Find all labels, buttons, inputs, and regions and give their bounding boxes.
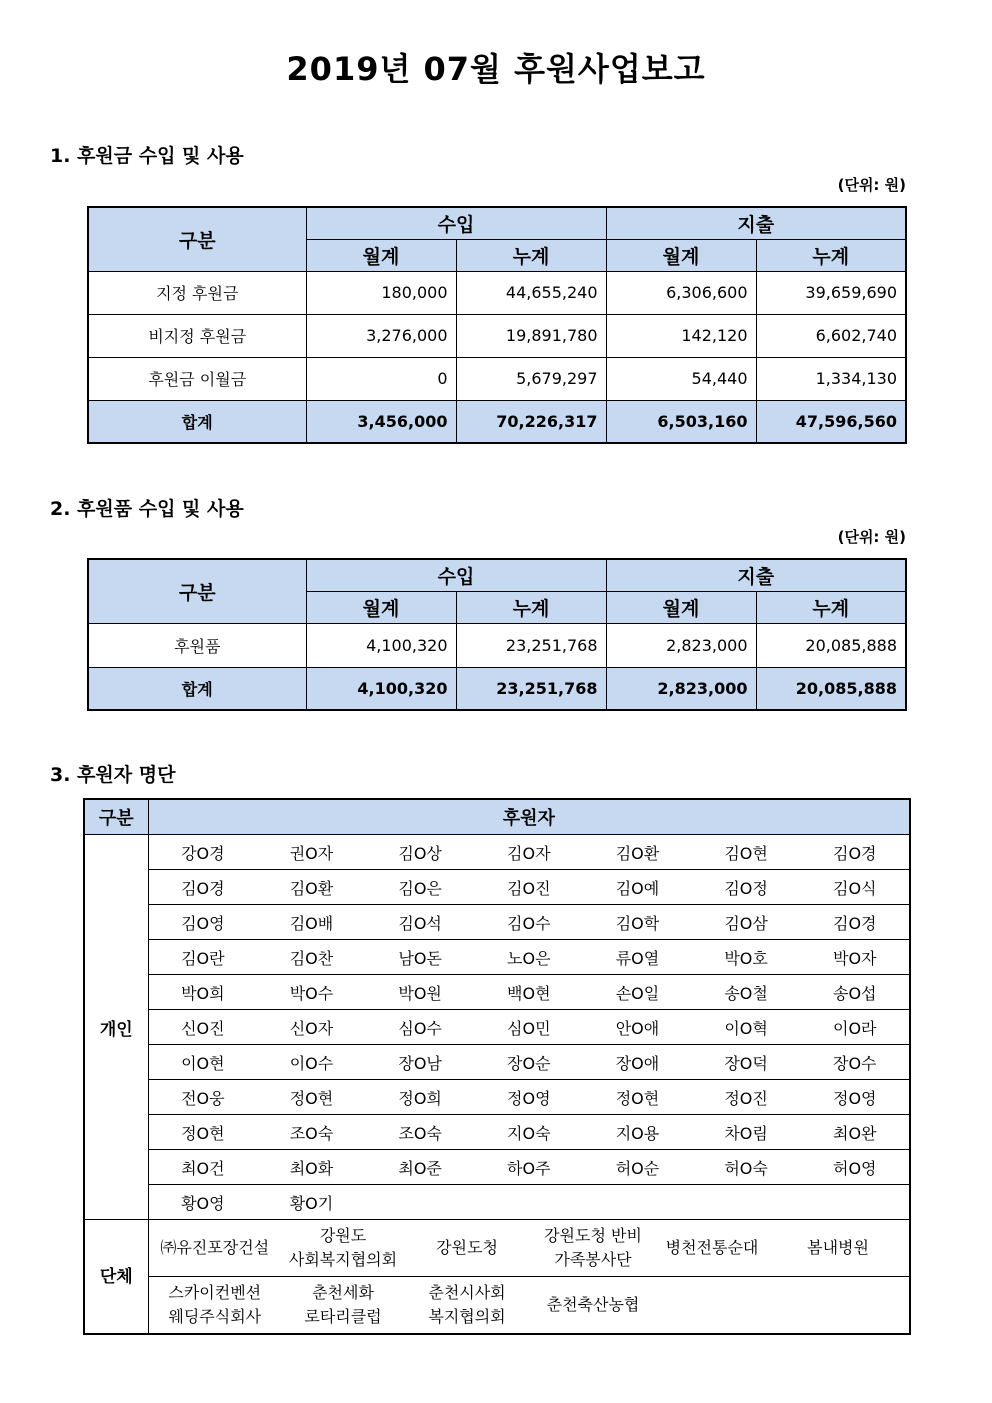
table-row bbox=[88, 357, 906, 400]
group-donor-name-line: 춘천세화 bbox=[312, 1283, 374, 1302]
donor-name: 송O섭 bbox=[833, 983, 877, 1003]
group-donor-name-line: 춘천축산농협 bbox=[546, 1295, 640, 1314]
donor-name: 김O삼 bbox=[724, 913, 768, 933]
donor-name: 김O은 bbox=[398, 878, 442, 898]
donor-name: 장O순 bbox=[507, 1053, 551, 1073]
table-row bbox=[88, 271, 906, 314]
header-expense-monthly: 월계 bbox=[606, 591, 756, 623]
row-label: 비지정 후원금 bbox=[88, 314, 306, 357]
cell-value: 39,659,690 bbox=[756, 271, 906, 314]
donor-name: 김O석 bbox=[398, 913, 442, 933]
donor-name: 전O웅 bbox=[181, 1088, 225, 1108]
donor-name: 박O희 bbox=[181, 983, 225, 1003]
individual-row bbox=[84, 1045, 910, 1080]
donor-name: 최O완 bbox=[833, 1123, 877, 1143]
header-category: 구분 bbox=[88, 559, 306, 623]
donor-name: 이O라 bbox=[833, 1018, 877, 1038]
individual-row bbox=[84, 870, 910, 905]
total-row bbox=[88, 667, 906, 710]
group-donor-name bbox=[529, 1277, 657, 1335]
donor-name: 정O현 bbox=[289, 1088, 334, 1108]
header-expense-monthly: 월계 bbox=[606, 239, 756, 271]
donor-name: 류O열 bbox=[615, 948, 660, 968]
total-value: 47,596,560 bbox=[756, 400, 906, 443]
individual-row bbox=[84, 975, 910, 1010]
group-donor-name-line: 강원도청 bbox=[436, 1238, 498, 1257]
donor-name: 정O희 bbox=[398, 1088, 442, 1108]
group-category-label: 단체 bbox=[84, 1220, 148, 1335]
group-donor-name-line: 강원도청 반비 bbox=[544, 1226, 642, 1245]
donor-name: 김O배 bbox=[289, 913, 334, 933]
donor-name: 강O경 bbox=[181, 843, 225, 863]
donor-name: 안O애 bbox=[615, 1018, 660, 1038]
donor-name: 최O건 bbox=[181, 1158, 225, 1178]
individual-row bbox=[84, 1115, 910, 1150]
cell-value: 44,655,240 bbox=[456, 271, 606, 314]
donor-name: 박O자 bbox=[833, 948, 877, 968]
donor-name: 박O원 bbox=[398, 983, 442, 1003]
donor-name: 백O현 bbox=[507, 983, 551, 1003]
total-value: 3,456,000 bbox=[306, 400, 456, 443]
donor-name: 정O진 bbox=[724, 1088, 768, 1108]
section2-heading: 2. 후원품 수입 및 사용 bbox=[50, 498, 244, 520]
page-title: 2019년 07월 후원사업보고 bbox=[286, 50, 706, 88]
row-label: 지정 후원금 bbox=[88, 271, 306, 314]
group-donor-name bbox=[281, 1277, 405, 1335]
header-income-cumulative: 누계 bbox=[456, 239, 606, 271]
donor-name: 김O경 bbox=[833, 913, 877, 933]
donor-name: 황O영 bbox=[181, 1193, 225, 1213]
donor-name: 장O수 bbox=[833, 1053, 877, 1073]
donor-name: 김O수 bbox=[507, 913, 551, 933]
donor-name: 김O란 bbox=[181, 948, 225, 968]
donor-name: 권O자 bbox=[289, 843, 334, 863]
group-donor-name bbox=[657, 1277, 767, 1335]
donor-name: 차O림 bbox=[724, 1123, 768, 1143]
donor-name: 이O수 bbox=[289, 1053, 334, 1073]
donor-name: 손O일 bbox=[615, 983, 660, 1003]
group-donor-name-line: 춘천시사회 bbox=[428, 1283, 506, 1302]
cell-value: 23,251,768 bbox=[456, 623, 606, 667]
individual-row bbox=[84, 1010, 910, 1045]
cell-value: 5,679,297 bbox=[456, 357, 606, 400]
donor-name: 조O숙 bbox=[289, 1123, 334, 1143]
donor-name: 김O찬 bbox=[289, 948, 334, 968]
donor-name: 김O경 bbox=[181, 878, 225, 898]
group-donor-name-line: 병천전통순대 bbox=[665, 1238, 759, 1257]
donor-list-table bbox=[83, 798, 911, 1335]
group-donor-name bbox=[767, 1220, 910, 1277]
donor-name: 김O학 bbox=[615, 913, 660, 933]
donor-name: 박O호 bbox=[724, 948, 768, 968]
group-donor-name-line: 강원도 bbox=[319, 1226, 367, 1245]
total-value: 6,503,160 bbox=[606, 400, 756, 443]
group-donor-name-line: 복지협의회 bbox=[428, 1307, 506, 1326]
group-donor-name bbox=[405, 1220, 529, 1277]
group-donor-name-line: 봄내병원 bbox=[807, 1238, 869, 1257]
individual-row bbox=[84, 1080, 910, 1115]
total-label: 합계 bbox=[88, 400, 306, 443]
donor-name: 김O정 bbox=[724, 878, 768, 898]
total-value: 2,823,000 bbox=[606, 667, 756, 710]
donor-name: 김O환 bbox=[615, 843, 660, 863]
cell-value: 20,085,888 bbox=[756, 623, 906, 667]
section1-heading: 1. 후원금 수입 및 사용 bbox=[50, 145, 244, 167]
donor-name: 정O영 bbox=[507, 1088, 551, 1108]
header-expense: 지출 bbox=[606, 207, 906, 239]
header-category: 구분 bbox=[88, 207, 306, 271]
donor-name: 정O현 bbox=[181, 1123, 225, 1143]
donor-name: 최O화 bbox=[289, 1158, 334, 1178]
header-income-monthly: 월계 bbox=[306, 239, 456, 271]
individual-row bbox=[84, 940, 910, 975]
group-donor-name bbox=[657, 1220, 767, 1277]
group-donor-name-line: ㈜유진포장건설 bbox=[160, 1238, 270, 1257]
group-donor-name bbox=[281, 1220, 405, 1277]
donor-name: 지O숙 bbox=[507, 1123, 551, 1143]
donor-name: 장O애 bbox=[615, 1053, 660, 1073]
donation-money-table bbox=[87, 206, 907, 444]
group-row bbox=[84, 1277, 910, 1335]
total-row bbox=[88, 400, 906, 443]
donor-name: 심O민 bbox=[507, 1018, 551, 1038]
donor-name: 심O수 bbox=[398, 1018, 442, 1038]
donor-name: 김O자 bbox=[507, 843, 551, 863]
section1-unit: (단위: 원) bbox=[837, 176, 906, 194]
donor-name: 하O주 bbox=[507, 1158, 551, 1178]
donation-goods-table bbox=[87, 558, 907, 711]
donor-name: 허O영 bbox=[833, 1158, 877, 1178]
donor-name: 박O수 bbox=[289, 983, 334, 1003]
individual-row bbox=[84, 905, 910, 940]
row-label: 후원금 이월금 bbox=[88, 357, 306, 400]
donor-name: 김O경 bbox=[833, 843, 877, 863]
donor-header-category: 구분 bbox=[84, 799, 148, 835]
total-value: 23,251,768 bbox=[456, 667, 606, 710]
cell-value: 1,334,130 bbox=[756, 357, 906, 400]
donor-name: 김O현 bbox=[724, 843, 768, 863]
section3-heading: 3. 후원자 명단 bbox=[50, 764, 176, 786]
donor-name: 이O혁 bbox=[724, 1018, 768, 1038]
header-income-monthly: 월계 bbox=[306, 591, 456, 623]
individual-category-label: 개인 bbox=[84, 835, 148, 1220]
header-expense: 지출 bbox=[606, 559, 906, 591]
group-donor-name-line: 사회복지협의회 bbox=[288, 1250, 398, 1269]
individual-row bbox=[84, 1185, 910, 1220]
total-value: 4,100,320 bbox=[306, 667, 456, 710]
table-row bbox=[88, 314, 906, 357]
cell-value: 6,602,740 bbox=[756, 314, 906, 357]
group-donor-name bbox=[529, 1220, 657, 1277]
group-donor-name bbox=[148, 1277, 281, 1335]
header-income-cumulative: 누계 bbox=[456, 591, 606, 623]
cell-value: 3,276,000 bbox=[306, 314, 456, 357]
group-donor-name-line: 웨딩주식회사 bbox=[168, 1307, 262, 1326]
donor-name: 지O용 bbox=[615, 1123, 660, 1143]
donor-name: 정O영 bbox=[833, 1088, 877, 1108]
row-label: 후원품 bbox=[88, 623, 306, 667]
table-row bbox=[88, 623, 906, 667]
donor-name: 송O철 bbox=[724, 983, 768, 1003]
donor-header-donor: 후원자 bbox=[148, 799, 910, 835]
header-expense-cumulative: 누계 bbox=[756, 591, 906, 623]
donor-name: 김O상 bbox=[398, 843, 442, 863]
total-value: 20,085,888 bbox=[756, 667, 906, 710]
group-donor-name-line: 스카이컨벤션 bbox=[168, 1283, 262, 1302]
group-donor-name bbox=[767, 1277, 910, 1335]
donor-name: 조O숙 bbox=[398, 1123, 442, 1143]
total-label: 합계 bbox=[88, 667, 306, 710]
cell-value: 6,306,600 bbox=[606, 271, 756, 314]
donor-name: 최O준 bbox=[398, 1158, 442, 1178]
cell-value: 0 bbox=[306, 357, 456, 400]
donor-name: 김O영 bbox=[181, 913, 225, 933]
donor-name: 김O식 bbox=[833, 878, 877, 898]
donor-name: 정O현 bbox=[615, 1088, 660, 1108]
individual-row bbox=[84, 835, 910, 870]
section2-unit: (단위: 원) bbox=[837, 528, 906, 546]
cell-value: 180,000 bbox=[306, 271, 456, 314]
header-income: 수입 bbox=[306, 207, 606, 239]
donor-name: 김O예 bbox=[615, 878, 660, 898]
donor-name: 남O돈 bbox=[398, 948, 442, 968]
group-donor-name-line: 로타리클럽 bbox=[304, 1307, 382, 1326]
header-income: 수입 bbox=[306, 559, 606, 591]
individual-row bbox=[84, 1150, 910, 1185]
group-row bbox=[84, 1220, 910, 1277]
donor-name: 장O남 bbox=[398, 1053, 442, 1073]
donor-name: 김O환 bbox=[289, 878, 334, 898]
donor-name: 신O진 bbox=[181, 1018, 225, 1038]
group-donor-name-line: 가족봉사단 bbox=[554, 1250, 632, 1269]
donor-name: 이O현 bbox=[181, 1053, 225, 1073]
group-donor-name bbox=[405, 1277, 529, 1335]
cell-value: 4,100,320 bbox=[306, 623, 456, 667]
donor-name: 김O진 bbox=[507, 878, 551, 898]
donor-name: 장O덕 bbox=[724, 1053, 768, 1073]
donor-name: 허O순 bbox=[615, 1158, 660, 1178]
cell-value: 2,823,000 bbox=[606, 623, 756, 667]
total-value: 70,226,317 bbox=[456, 400, 606, 443]
donor-name: 황O기 bbox=[289, 1193, 334, 1213]
header-expense-cumulative: 누계 bbox=[756, 239, 906, 271]
cell-value: 54,440 bbox=[606, 357, 756, 400]
group-donor-name bbox=[148, 1220, 281, 1277]
cell-value: 142,120 bbox=[606, 314, 756, 357]
cell-value: 19,891,780 bbox=[456, 314, 606, 357]
donor-name: 신O자 bbox=[289, 1018, 334, 1038]
donor-name: 허O숙 bbox=[724, 1158, 768, 1178]
donor-name: 노O은 bbox=[507, 948, 551, 968]
